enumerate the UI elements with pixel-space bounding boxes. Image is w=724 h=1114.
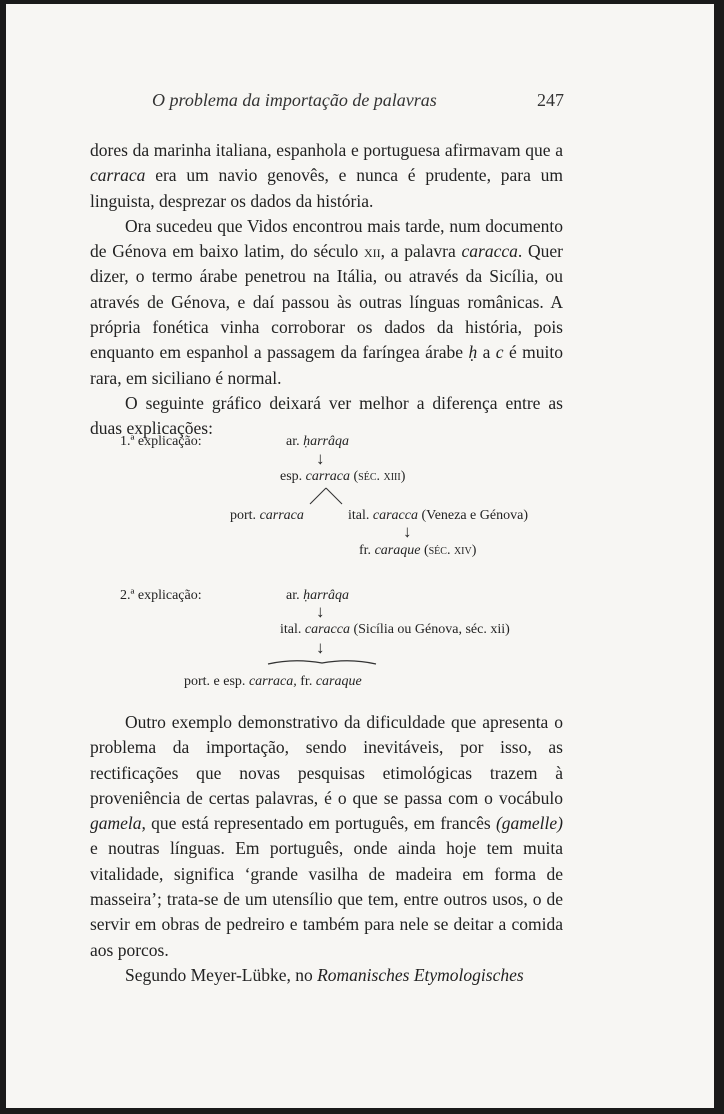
diagram1-fr-date: (séc. xiv) [423,543,477,558]
diagram2-arrow-1: ↓ [316,602,325,621]
book-page [6,4,714,1108]
para3-text: O seguinte gráfico deixará ver melhor a diferença entre as duas explicações: [90,392,563,439]
word-gamela: gamela, [90,813,146,834]
letter-h-dot: ḥ [468,342,478,363]
paragraph-4 [90,710,563,963]
diagram1-ital-prefix: ital. [348,508,370,523]
word-caracca: caracca [461,241,518,262]
text-block-bottom [90,710,563,988]
diagram1-fr-prefix: fr. [359,543,372,558]
diagram1-esp-prefix: esp. [280,469,303,484]
diagram1-ital-note: (Veneza e Génova) [421,508,528,523]
para5-text-a: Segundo Meyer-Lübke, no [125,964,318,985]
para2-text-e: é muito rara, em siciliano é normal. [90,342,563,388]
diagram1-ar-word: ḥarrâqa [303,434,350,449]
diagram1-esp-word: carraca [305,469,350,484]
paragraph-5 [90,963,563,988]
diagram1-ital-word: caracca [372,508,418,523]
diagram2-result-word1: carraca, [248,674,297,689]
para1-text-b: era um navio genovês, e nunca é prudente, para um linguista, desprezar os dados da história. [90,165,563,211]
word-carraca: carraca [90,165,146,186]
diagram1-label: 1.ª explicação: [120,434,202,449]
para2-text-c: . Quer dizer, o termo árabe penetrou na Itália, ou através da Sicília, ou através de Génova, e daí passou às outras línguas românicas. A própria fonética vinha corroborar os dados da história, pois enquanto em espanhol a passagem da faríngea árabe [90,241,563,363]
para4-text-a: Outro exemplo demonstrativo da dificuldade que apresenta o problema da importação, sendo inevitáveis, por isso, as rectificações que novas pesquisas etimológicas trazem à proveniência de certas palavras, é o que se passa com o vocábulo [90,712,563,808]
diagram2-ital-note: (Sicília ou Génova, séc. xii) [353,622,510,637]
para4-text-b: que está representado em português, em francês [145,813,496,834]
diagram2-ar-word: ḥarrâqa [303,588,350,603]
letter-c: c [495,342,504,363]
diagram1-branch-right [326,488,342,504]
diagram1-port-word: carraca [259,508,304,523]
century-xii: xii [363,241,381,262]
diagram1-esp-date: (séc. xiii) [353,469,406,484]
diagram2-ital-word: caracca [304,622,350,637]
diagram1-ar-prefix: ar. [286,434,300,449]
para2-text-a: Ora sucedeu que Vidos encontrou mais tarde, num documento de Génova em baixo latim, do século [90,215,563,262]
diagram2-result-mid: fr. [300,674,313,689]
diagram2-result-word2: caraque [315,674,362,689]
diagram1-branch-left [310,488,326,504]
para2-text-d: a [477,342,496,363]
diagram2-result-prefix: port. e esp. [184,674,246,689]
diagram1-arrow-2: ↓ [403,522,412,541]
diagram1-fr-word: caraque [374,543,421,558]
para2-text-b: , a palavra [380,241,462,262]
para4-text-c: e noutras línguas. Em português, onde ainda hoje tem muita vitalidade, significa ‘grande vasilha de madeira em forma de masseira’; trata-se de um utensílio que tem, entre outros usos, o de servir em obras de pedreiro e também para nele se deitar a comida aos porcos. [90,838,563,960]
diagram2-label: 2.ª explicação: [120,588,202,603]
diagram2-arrow-2: ↓ [316,638,325,657]
para1-text-a: dores da marinha italiana, espanhola e portuguesa afirmavam que a [90,140,563,160]
running-head-title: O problema da importação de palavras [152,90,437,110]
word-gamelle: (gamelle) [495,813,563,834]
diagram1-arrow-1: ↓ [316,449,325,468]
diagram2-ital-prefix: ital. [280,622,302,637]
work-title: Romanisches Etymologisches [317,964,524,985]
diagram2-brace [268,661,376,664]
diagram1-port-prefix: port. [230,508,257,523]
diagram2-ar-prefix: ar. [286,588,300,603]
page-number: 247 [537,90,564,110]
